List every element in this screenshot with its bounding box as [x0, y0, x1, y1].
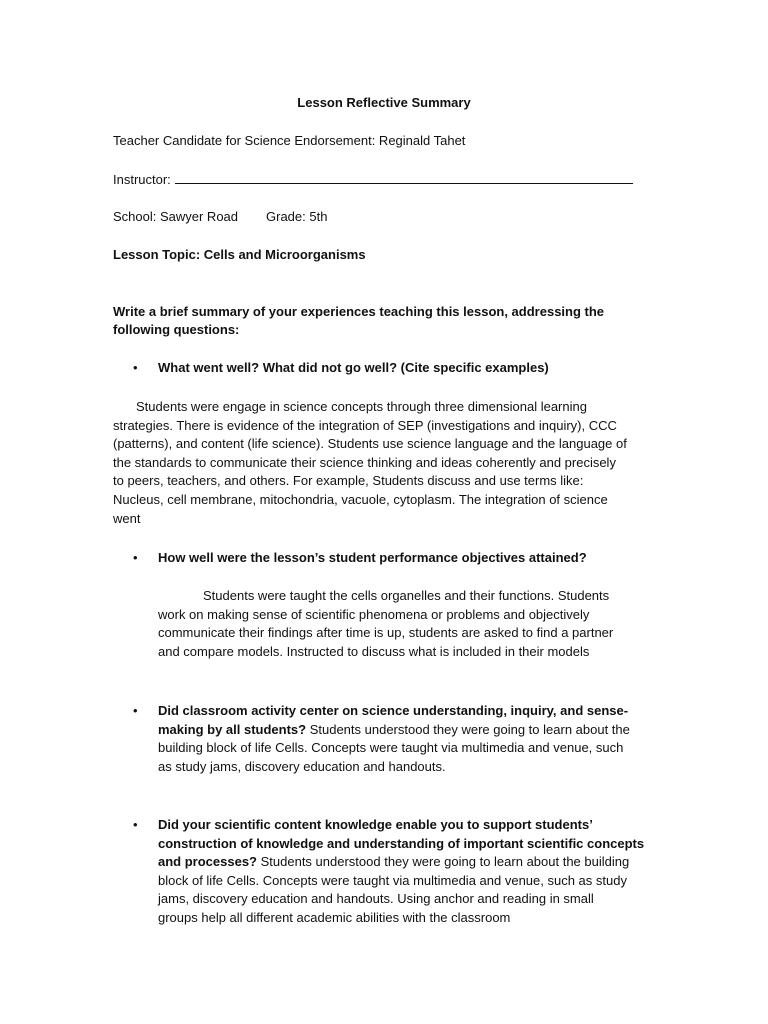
q4-answer-line: groups help all different academic abilities with the classroom [158, 910, 511, 925]
school-label: School: Sawyer Road [113, 209, 239, 224]
q4-answer-line: block of life Cells. Concepts were taught via multimedia and venue, such as study [158, 872, 627, 888]
bullet-icon: • [133, 817, 138, 832]
q1-answer-line: Students were engage in science concepts through three dimensional learning [136, 399, 587, 414]
q4-answer-line: Students understood they were going to learn about the building [257, 854, 630, 870]
q4-question-line-3: and processes? [158, 854, 257, 870]
q4-answer-line: jams, discovery education and handouts. Using anchor and reading in small [158, 891, 594, 907]
bullet-icon: • [133, 703, 138, 718]
q4-line-3 [158, 853, 629, 871]
q3-answer-line: Students understood they were going to learn about the [306, 721, 630, 737]
q2-answer-line: work on making sense of scientific phenomena or problems and objectively [158, 606, 590, 622]
page-title: Lesson Reflective Summary [297, 95, 471, 110]
instructor-line [113, 170, 633, 189]
q1-answer-line: Nucleus, cell membrane, mitochondria, vacuole, cytoplasm. The integration of science [113, 492, 608, 507]
bullet-icon: • [133, 360, 138, 375]
q2-answer-line: and compare models. Instructed to discuss what is included in their models [158, 643, 590, 659]
instructor-blank-field [175, 170, 633, 184]
q3-question-line-2: making by all students? [158, 721, 307, 737]
prompt-line-1: Write a brief summary of your experiences teaching this lesson, addressing the [113, 304, 605, 319]
q1-answer-line: strategies. There is evidence of the integration of SEP (investigations and inquiry), CCC [113, 417, 617, 433]
bullet-icon: • [133, 550, 138, 565]
teacher-candidate-line: Teacher Candidate for Science Endorsement: Reginald Tahet [113, 133, 466, 148]
q2-answer-line: Students were taught the cells organelles and their functions. Students [203, 588, 610, 603]
q3-answer-line: as study jams, discovery education and handouts. [158, 758, 446, 774]
q3-question-line-1: Did classroom activity center on science understanding, inquiry, and sense- [158, 703, 629, 718]
q2-answer-line: communicate their findings after time is up, students are asked to find a partner [158, 625, 614, 641]
q1-question: What went well? What did not go well? (Cite specific examples) [158, 360, 549, 375]
q4-question-line-2: construction of knowledge and understanding of important scientific concepts [158, 835, 645, 851]
q4-question-line-1: Did your scientific content knowledge enable you to support students’ [158, 817, 593, 832]
q3-answer-line: building block of life Cells. Concepts were taught via multimedia and venue, such [158, 740, 624, 756]
grade-label: Grade: 5th [266, 209, 328, 224]
q3-line-2 [158, 721, 630, 739]
instructor-label: Instructor: [113, 172, 171, 187]
q2-question: How well were the lesson’s student performance objectives attained? [158, 550, 587, 565]
q1-answer-line: to peers, teachers, and others. For example, Students discuss and use terms like: [113, 473, 584, 489]
q1-answer-line: went [113, 510, 141, 526]
q1-answer-line: (patterns), and content (life science). Students use science language and the language of [113, 436, 627, 452]
q1-answer-line: the standards to communicate their science thinking and ideas coherently and precisely [113, 454, 616, 470]
lesson-topic: Lesson Topic: Cells and Microorganisms [113, 247, 366, 262]
school-grade-line [113, 208, 327, 226]
prompt-line-2: following questions: [113, 322, 240, 337]
